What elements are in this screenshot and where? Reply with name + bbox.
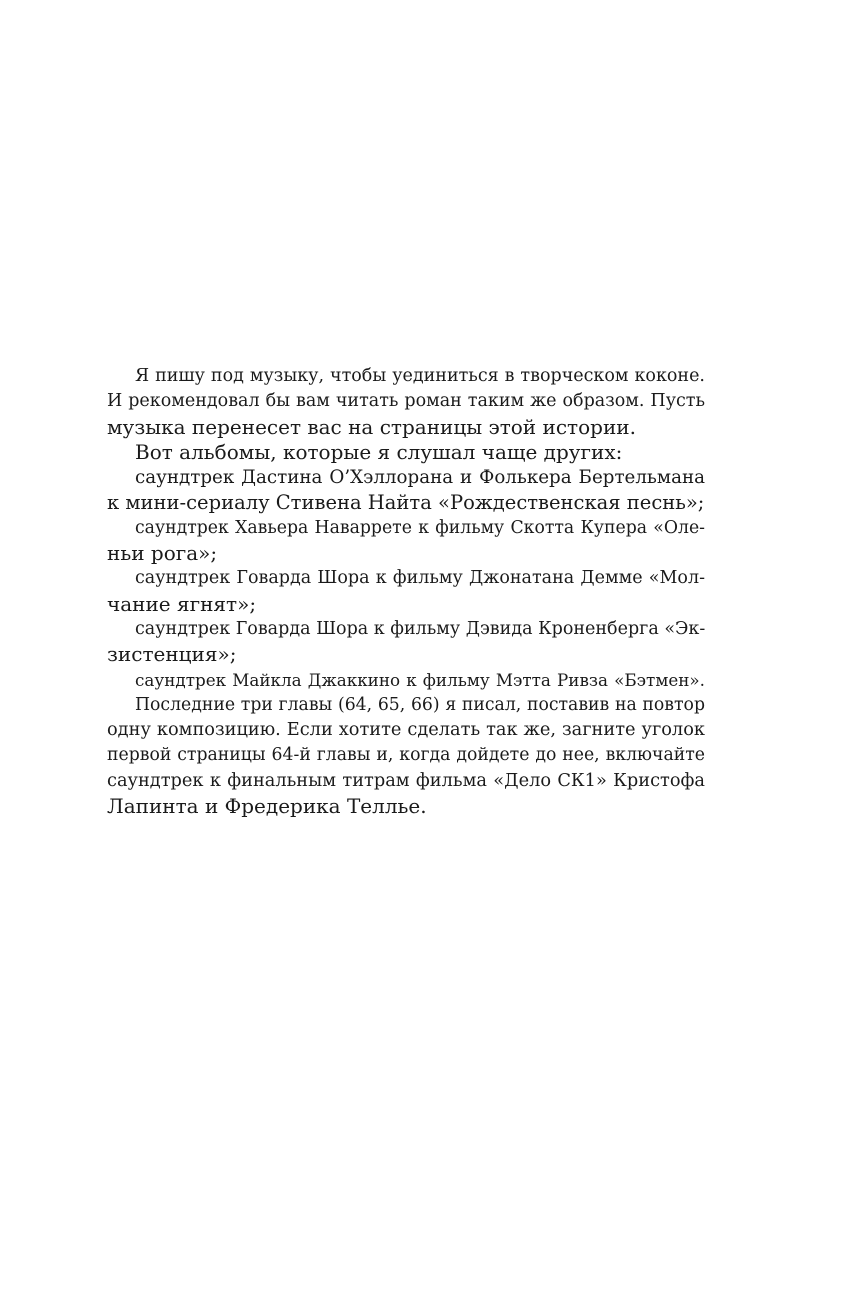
text-line: саундтрек Хавьера Наваррете к фильму Скотта Купера «Оле- xyxy=(135,517,705,538)
text-line: первой страницы 64-й главы и, когда дойдете до нее, включайте xyxy=(107,745,705,766)
text-line: саундтрек Майкла Джаккино к фильму Мэтта Ривза «Бэтмен». xyxy=(135,669,705,690)
text-line: музыка перенесет вас на страницы этой истории. xyxy=(107,414,636,439)
text-line: одну композицию. Если хотите сделать так же, загните уголок xyxy=(107,720,705,741)
text-line: Последние три главы (64, 65, 66) я писал, поставив на повтор xyxy=(135,694,705,715)
text-line: Вот альбомы, которые я слушал чаще других: xyxy=(135,439,623,464)
text-line: ньи рога»; xyxy=(107,541,218,566)
text-line: саундтрек к финальным титрам фильма «Дело СК1» Кристофа xyxy=(107,770,705,791)
text-line: Я пишу под музыку, чтобы уединиться в творческом коконе. xyxy=(135,366,705,386)
text-line: Лапинта и Фредерика Теллье. xyxy=(107,794,427,819)
text-line: зистенция»; xyxy=(107,642,237,667)
text-line: И рекомендовал бы вам читать роман таким же образом. Пусть xyxy=(107,391,705,412)
text-line: саундтрек Говарда Шора к фильму Джонатана Демме «Мол- xyxy=(135,568,705,589)
text-line: саундтрек Дастина О’Хэллорана и Фолькера Бертельмана xyxy=(135,467,705,489)
text-line: чание ягнят»; xyxy=(107,591,257,616)
page-text xyxy=(107,364,705,819)
text-line: к мини-сериалу Стивена Найта «Рождественская песнь»; xyxy=(107,491,705,515)
text-line: саундтрек Говарда Шора к фильму Дэвида Кроненберга «Эк- xyxy=(135,618,705,639)
